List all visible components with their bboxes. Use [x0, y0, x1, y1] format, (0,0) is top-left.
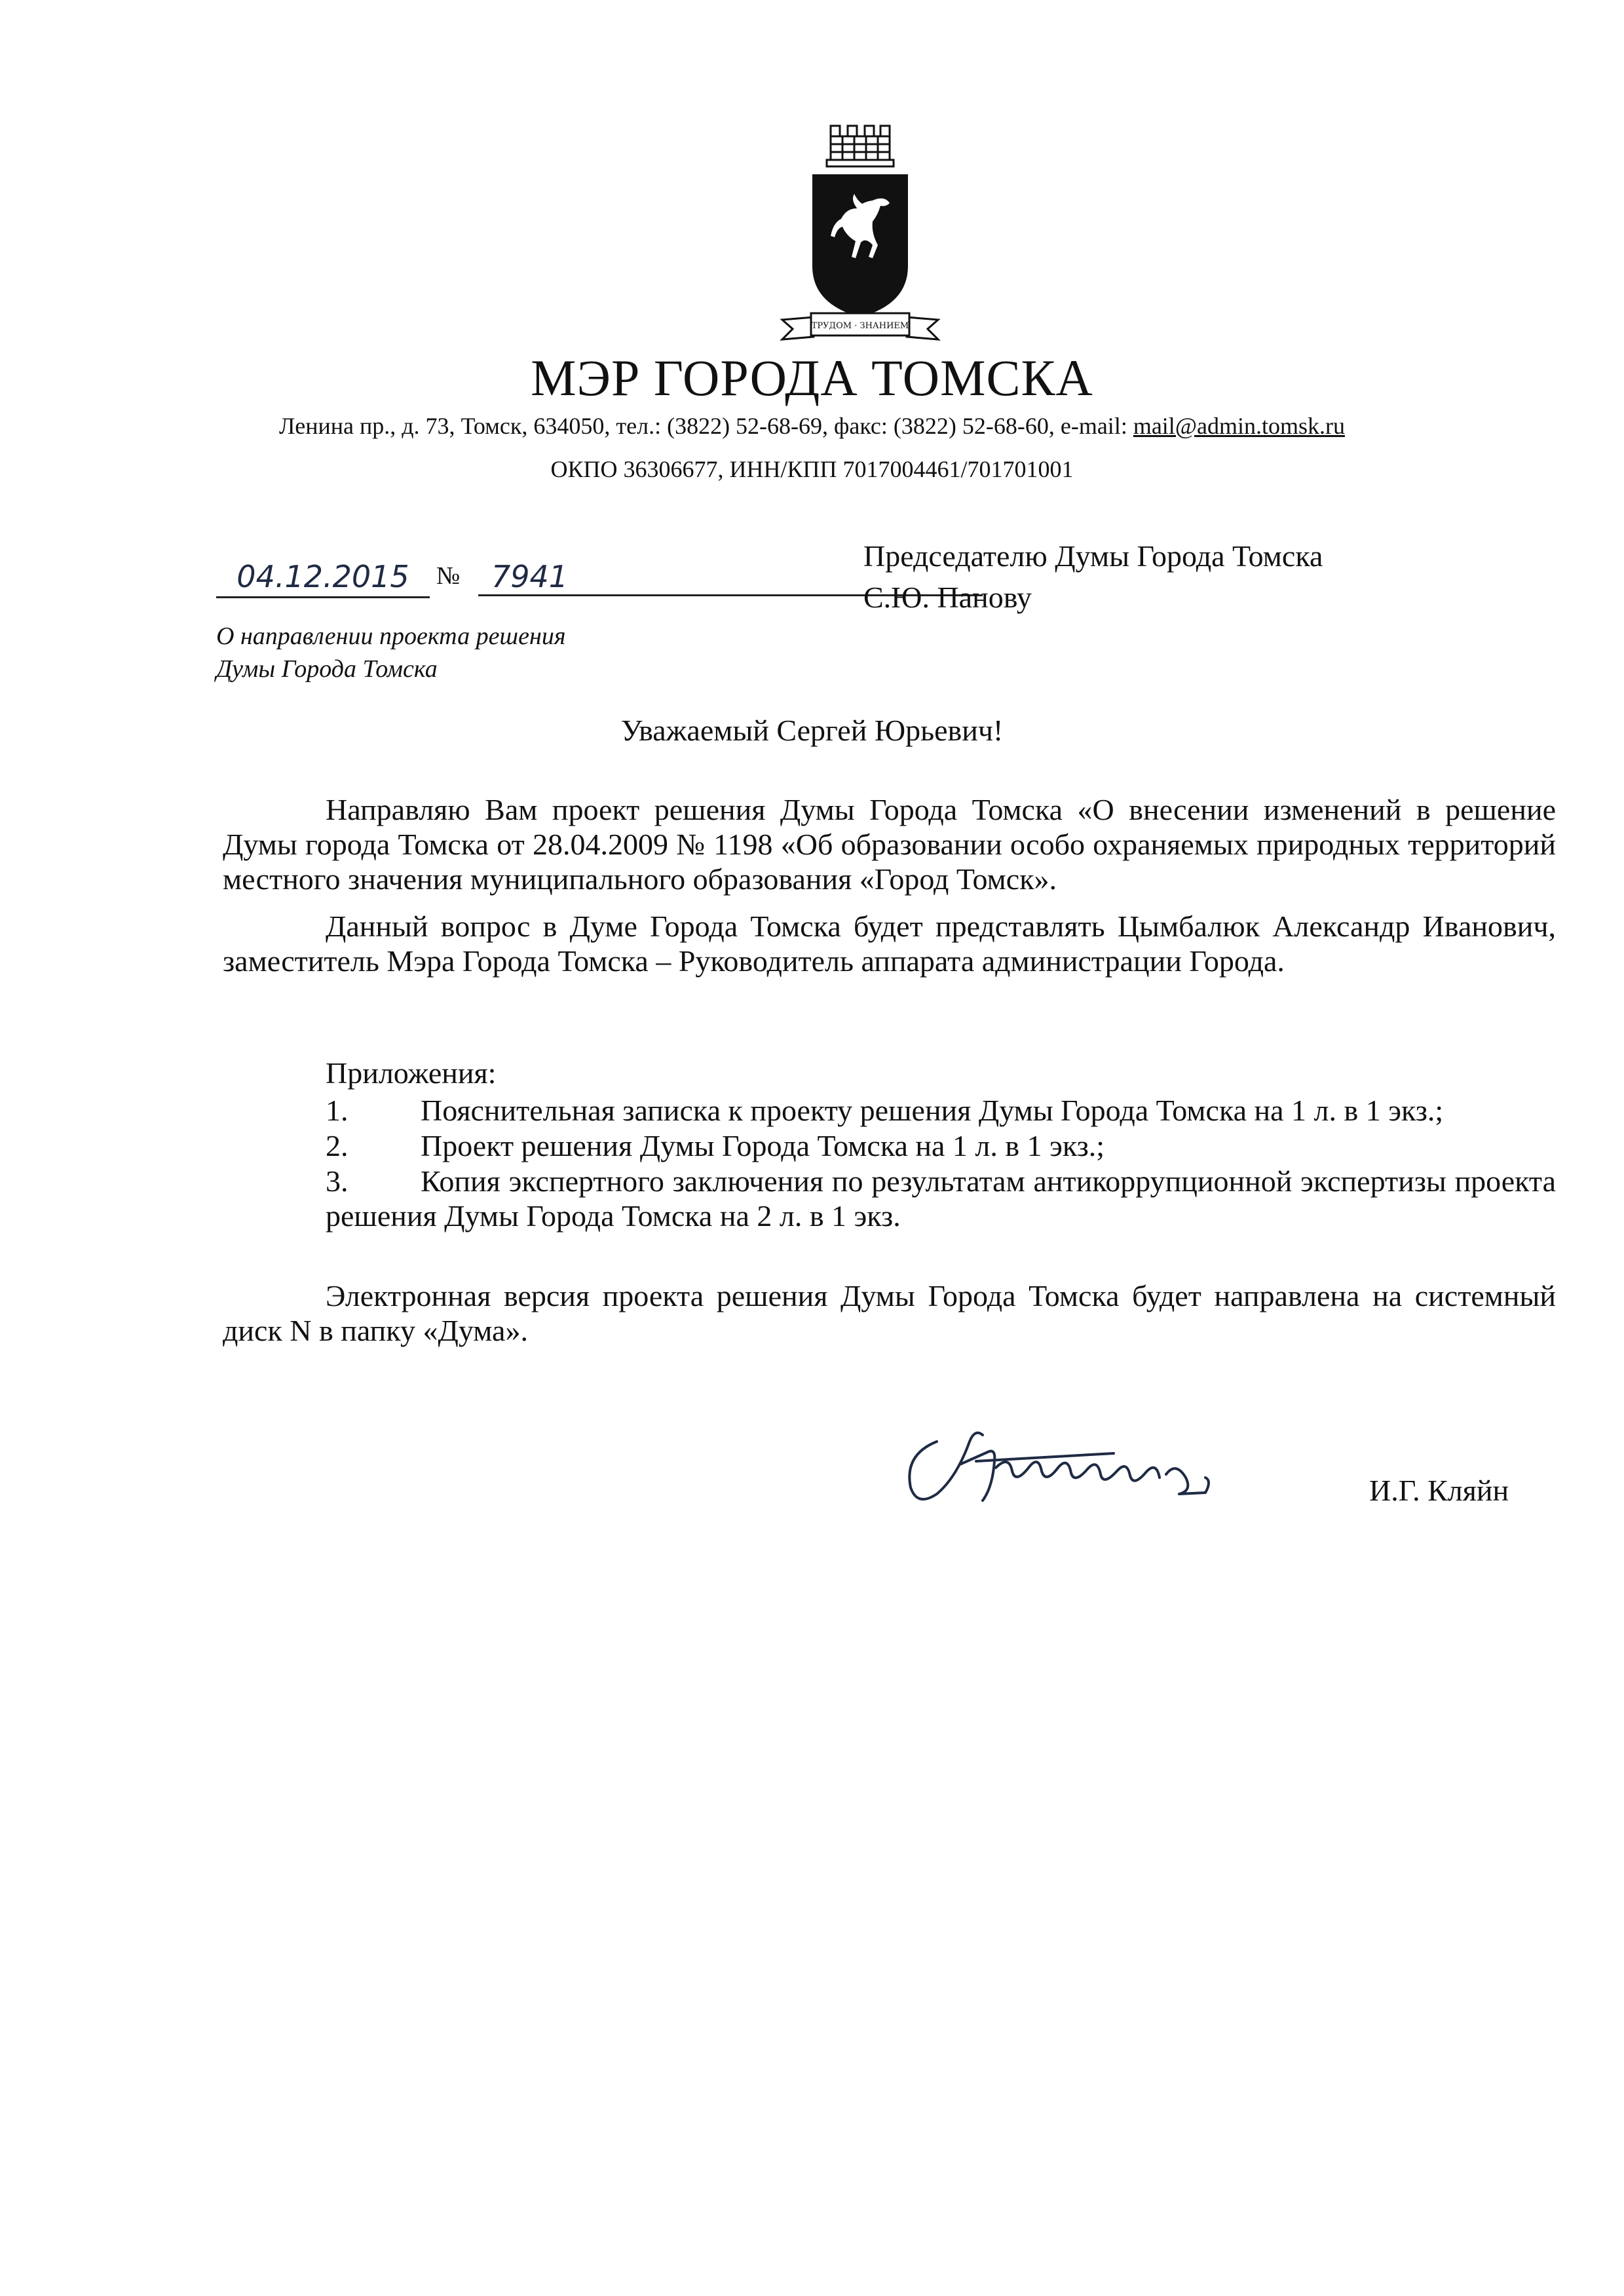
attachment-text: Копия экспертного заключения по результатам антикоррупционной экспертизы проекта решения Думы Города Томска на 2 л. в 1 экз.	[326, 1164, 1556, 1233]
salutation: Уважаемый Сергей Юрьевич!	[620, 714, 1004, 747]
contact-address	[0, 414, 1624, 438]
body-paragraph-1: Направляю Вам проект решения Думы Города Томска «О внесении изменений в решение Думы города Томска от 28.04.2009 № 1198 «Об образовании особо охраняемых природных территорий местного значения муниципального образования «Город Томск».	[223, 793, 1556, 896]
signer-name: И.Г. Кляйн	[1369, 1474, 1509, 1507]
attachment-number: 1.	[326, 1094, 349, 1127]
city-coat-of-arms-icon	[774, 117, 946, 353]
closing-paragraph: Электронная версия проекта решения Думы Города Томска будет направлена на системный диск N в папку «Дума».	[223, 1279, 1556, 1347]
address-text: Ленина пр., д. 73, Томск, 634050, тел.: (3822) 52-68-69, факс: (3822) 52-68-60, e-mail:	[279, 413, 1133, 439]
attachment-text: Проект решения Думы Города Томска на 1 л. в 1 экз.;	[421, 1129, 1105, 1162]
attachment-number: 3.	[326, 1164, 349, 1198]
recipient-name: С.Ю. Панову	[863, 581, 1032, 614]
attachments-title: Приложения:	[326, 1056, 497, 1090]
registration-date: 04.12.2015	[216, 557, 430, 598]
page-title: МЭР ГОРОДА ТОМСКА	[531, 349, 1093, 406]
organization-codes: ОКПО 36306677, ИНН/КПП 7017004461/701701001	[550, 456, 1074, 482]
subject-line-1: О направлении проекта решения	[216, 622, 566, 650]
number-sign: №	[436, 562, 461, 590]
attachment-item	[326, 1164, 1556, 1233]
handwritten-signature-icon	[897, 1415, 1251, 1514]
registration-number: 7941	[478, 557, 983, 596]
attachment-item	[326, 1128, 1556, 1163]
subject-line-2: Думы Города Томска	[216, 655, 438, 683]
attachment-text: Пояснительная записка к проекту решения Думы Города Томска на 1 л. в 1 экз.;	[421, 1094, 1444, 1127]
attachment-item	[326, 1093, 1556, 1128]
email-link[interactable]: mail@admin.tomsk.ru	[1133, 413, 1345, 439]
registration-line	[216, 557, 766, 596]
recipient-title: Председателю Думы Города Томска	[863, 539, 1323, 573]
body-paragraph-2: Данный вопрос в Думе Города Томска будет представлять Цымбалюк Александр Иванович, заместитель Мэра Города Томска – Руководитель аппарата администрации Города.	[223, 909, 1556, 978]
crest-motto: ТРУДОМ · ЗНАНИЕМ	[811, 321, 909, 331]
attachment-number: 2.	[326, 1129, 349, 1162]
